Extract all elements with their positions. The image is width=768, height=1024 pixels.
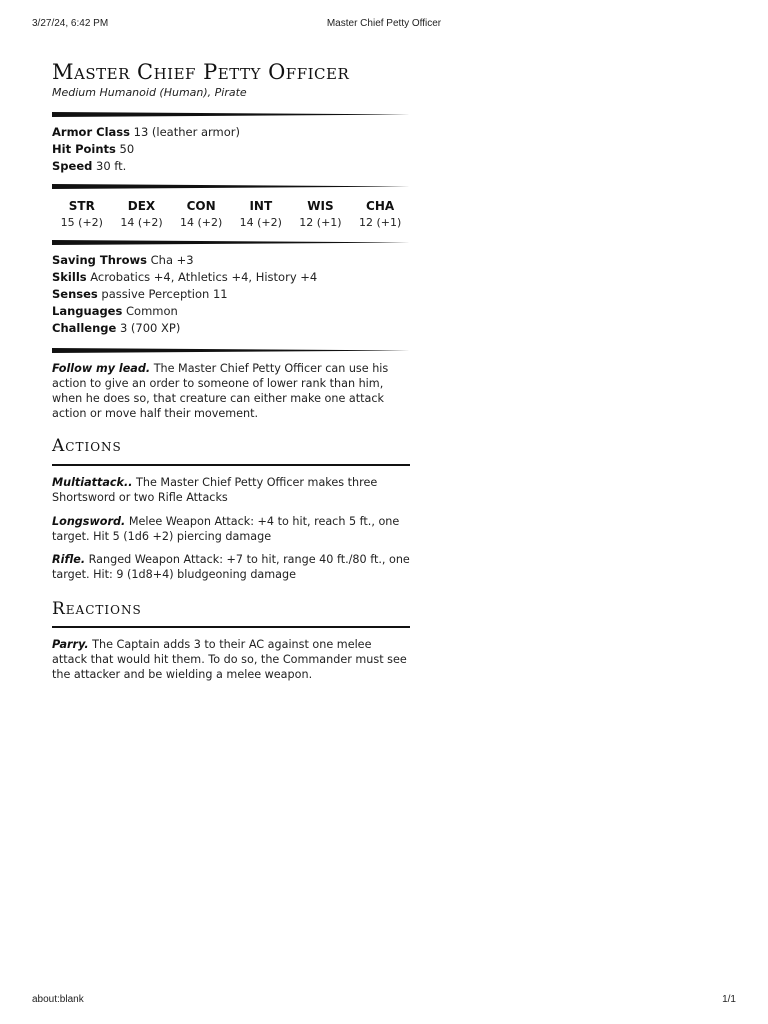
- ability-scores: [52, 198, 410, 231]
- divider-abilities-top: [52, 184, 410, 189]
- hit-points-label: Hit Points: [52, 142, 116, 156]
- challenge-value: 3 (700 XP): [119, 321, 181, 335]
- armor-class-label: Armor Class: [52, 125, 130, 139]
- ability-value: 12 (+1): [358, 216, 402, 229]
- challenge-label: Challenge: [52, 321, 117, 335]
- reaction-name: Parry.: [52, 638, 89, 651]
- hit-points: [52, 141, 410, 158]
- armor-class-value: 13 (leather armor): [133, 125, 240, 139]
- ability-wis: [291, 198, 349, 231]
- print-header: [32, 18, 736, 32]
- print-footer: [32, 994, 736, 1008]
- senses-value: passive Perception 11: [101, 287, 228, 301]
- action-longsword: [52, 514, 410, 544]
- languages-label: Languages: [52, 304, 123, 318]
- action-text: Ranged Weapon Attack: +7 to hit, range 40 ft./80 ft., one target. Hit: 9 (1d8+4) bludgeoning damage: [52, 553, 410, 581]
- speed-value: 30 ft.: [96, 159, 127, 173]
- print-url: about:blank: [32, 994, 84, 1005]
- action-name: Multiattack..: [52, 476, 133, 489]
- trait-text: The Master Chief Petty Officer can use his action to give an order to someone of lower rank than him, when he does so, that creature can either make one attack action or move half their movement.: [52, 362, 389, 420]
- action-text: The Master Chief Petty Officer makes three Shortsword or two Rifle Attacks: [52, 476, 378, 504]
- ability-value: 14 (+2): [239, 216, 282, 229]
- armor-class: [52, 124, 410, 141]
- hit-points-value: 50: [119, 142, 135, 156]
- divider-top: [52, 112, 410, 117]
- actions-rule: [52, 464, 410, 466]
- action-text: Melee Weapon Attack: +4 to hit, reach 5 ft., one target. Hit 5 (1d6 +2) piercing damage: [52, 515, 400, 543]
- monster-type: Medium Humanoid (Human), Pirate: [52, 86, 247, 99]
- ability-value: 14 (+2): [120, 216, 163, 229]
- skills: [52, 269, 410, 286]
- monster-name: Master Chief Petty Officer: [52, 60, 350, 84]
- speed-label: Speed: [52, 159, 93, 173]
- skills-label: Skills: [52, 270, 87, 284]
- divider-traits: [52, 348, 410, 353]
- ability-label: STR: [68, 199, 95, 213]
- reaction-parry: [52, 637, 410, 682]
- saving-throws-label: Saving Throws: [52, 253, 147, 267]
- trait-follow-my-lead: [52, 361, 410, 421]
- ability-label: WIS: [307, 199, 334, 213]
- challenge: [52, 320, 410, 337]
- trait-name: Follow my lead.: [52, 362, 151, 375]
- core-stats: [52, 124, 410, 175]
- skills-value: Acrobatics +4, Athletics +4, History +4: [90, 270, 318, 284]
- ability-cha: [351, 198, 409, 231]
- print-page-number: 1/1: [722, 994, 736, 1005]
- ability-int: [232, 198, 290, 231]
- languages: [52, 303, 410, 320]
- action-multiattack: [52, 475, 410, 505]
- ability-label: CON: [186, 199, 216, 213]
- ability-value: 15 (+2): [60, 216, 103, 229]
- reaction-text: The Captain adds 3 to their AC against one melee attack that would hit them. To do so, the Commander must see the attacker and be wielding a melee weapon.: [52, 638, 407, 681]
- print-date: 3/27/24, 6:42 PM: [32, 18, 109, 29]
- reactions-rule: [52, 626, 410, 628]
- senses: [52, 286, 410, 303]
- ability-dex: [112, 198, 170, 231]
- divider-abilities-bottom: [52, 240, 410, 245]
- saving-throws-value: Cha +3: [150, 253, 194, 267]
- action-name: Longsword.: [52, 515, 126, 528]
- ability-label: CHA: [366, 199, 395, 213]
- senses-label: Senses: [52, 287, 98, 301]
- action-rifle: [52, 552, 410, 582]
- ability-value: 12 (+1): [299, 216, 342, 229]
- saving-throws: [52, 252, 410, 269]
- reactions-heading: Reactions: [52, 599, 142, 619]
- ability-label: DEX: [127, 199, 156, 213]
- action-name: Rifle.: [52, 553, 86, 566]
- ability-con: [172, 198, 230, 231]
- speed: [52, 158, 410, 175]
- ability-str: [53, 198, 111, 231]
- secondary-stats: [52, 252, 410, 337]
- actions-heading: Actions: [52, 436, 122, 456]
- languages-value: Common: [126, 304, 178, 318]
- print-document-title: Master Chief Petty Officer: [326, 18, 442, 29]
- ability-label: INT: [249, 199, 273, 213]
- ability-value: 14 (+2): [179, 216, 223, 229]
